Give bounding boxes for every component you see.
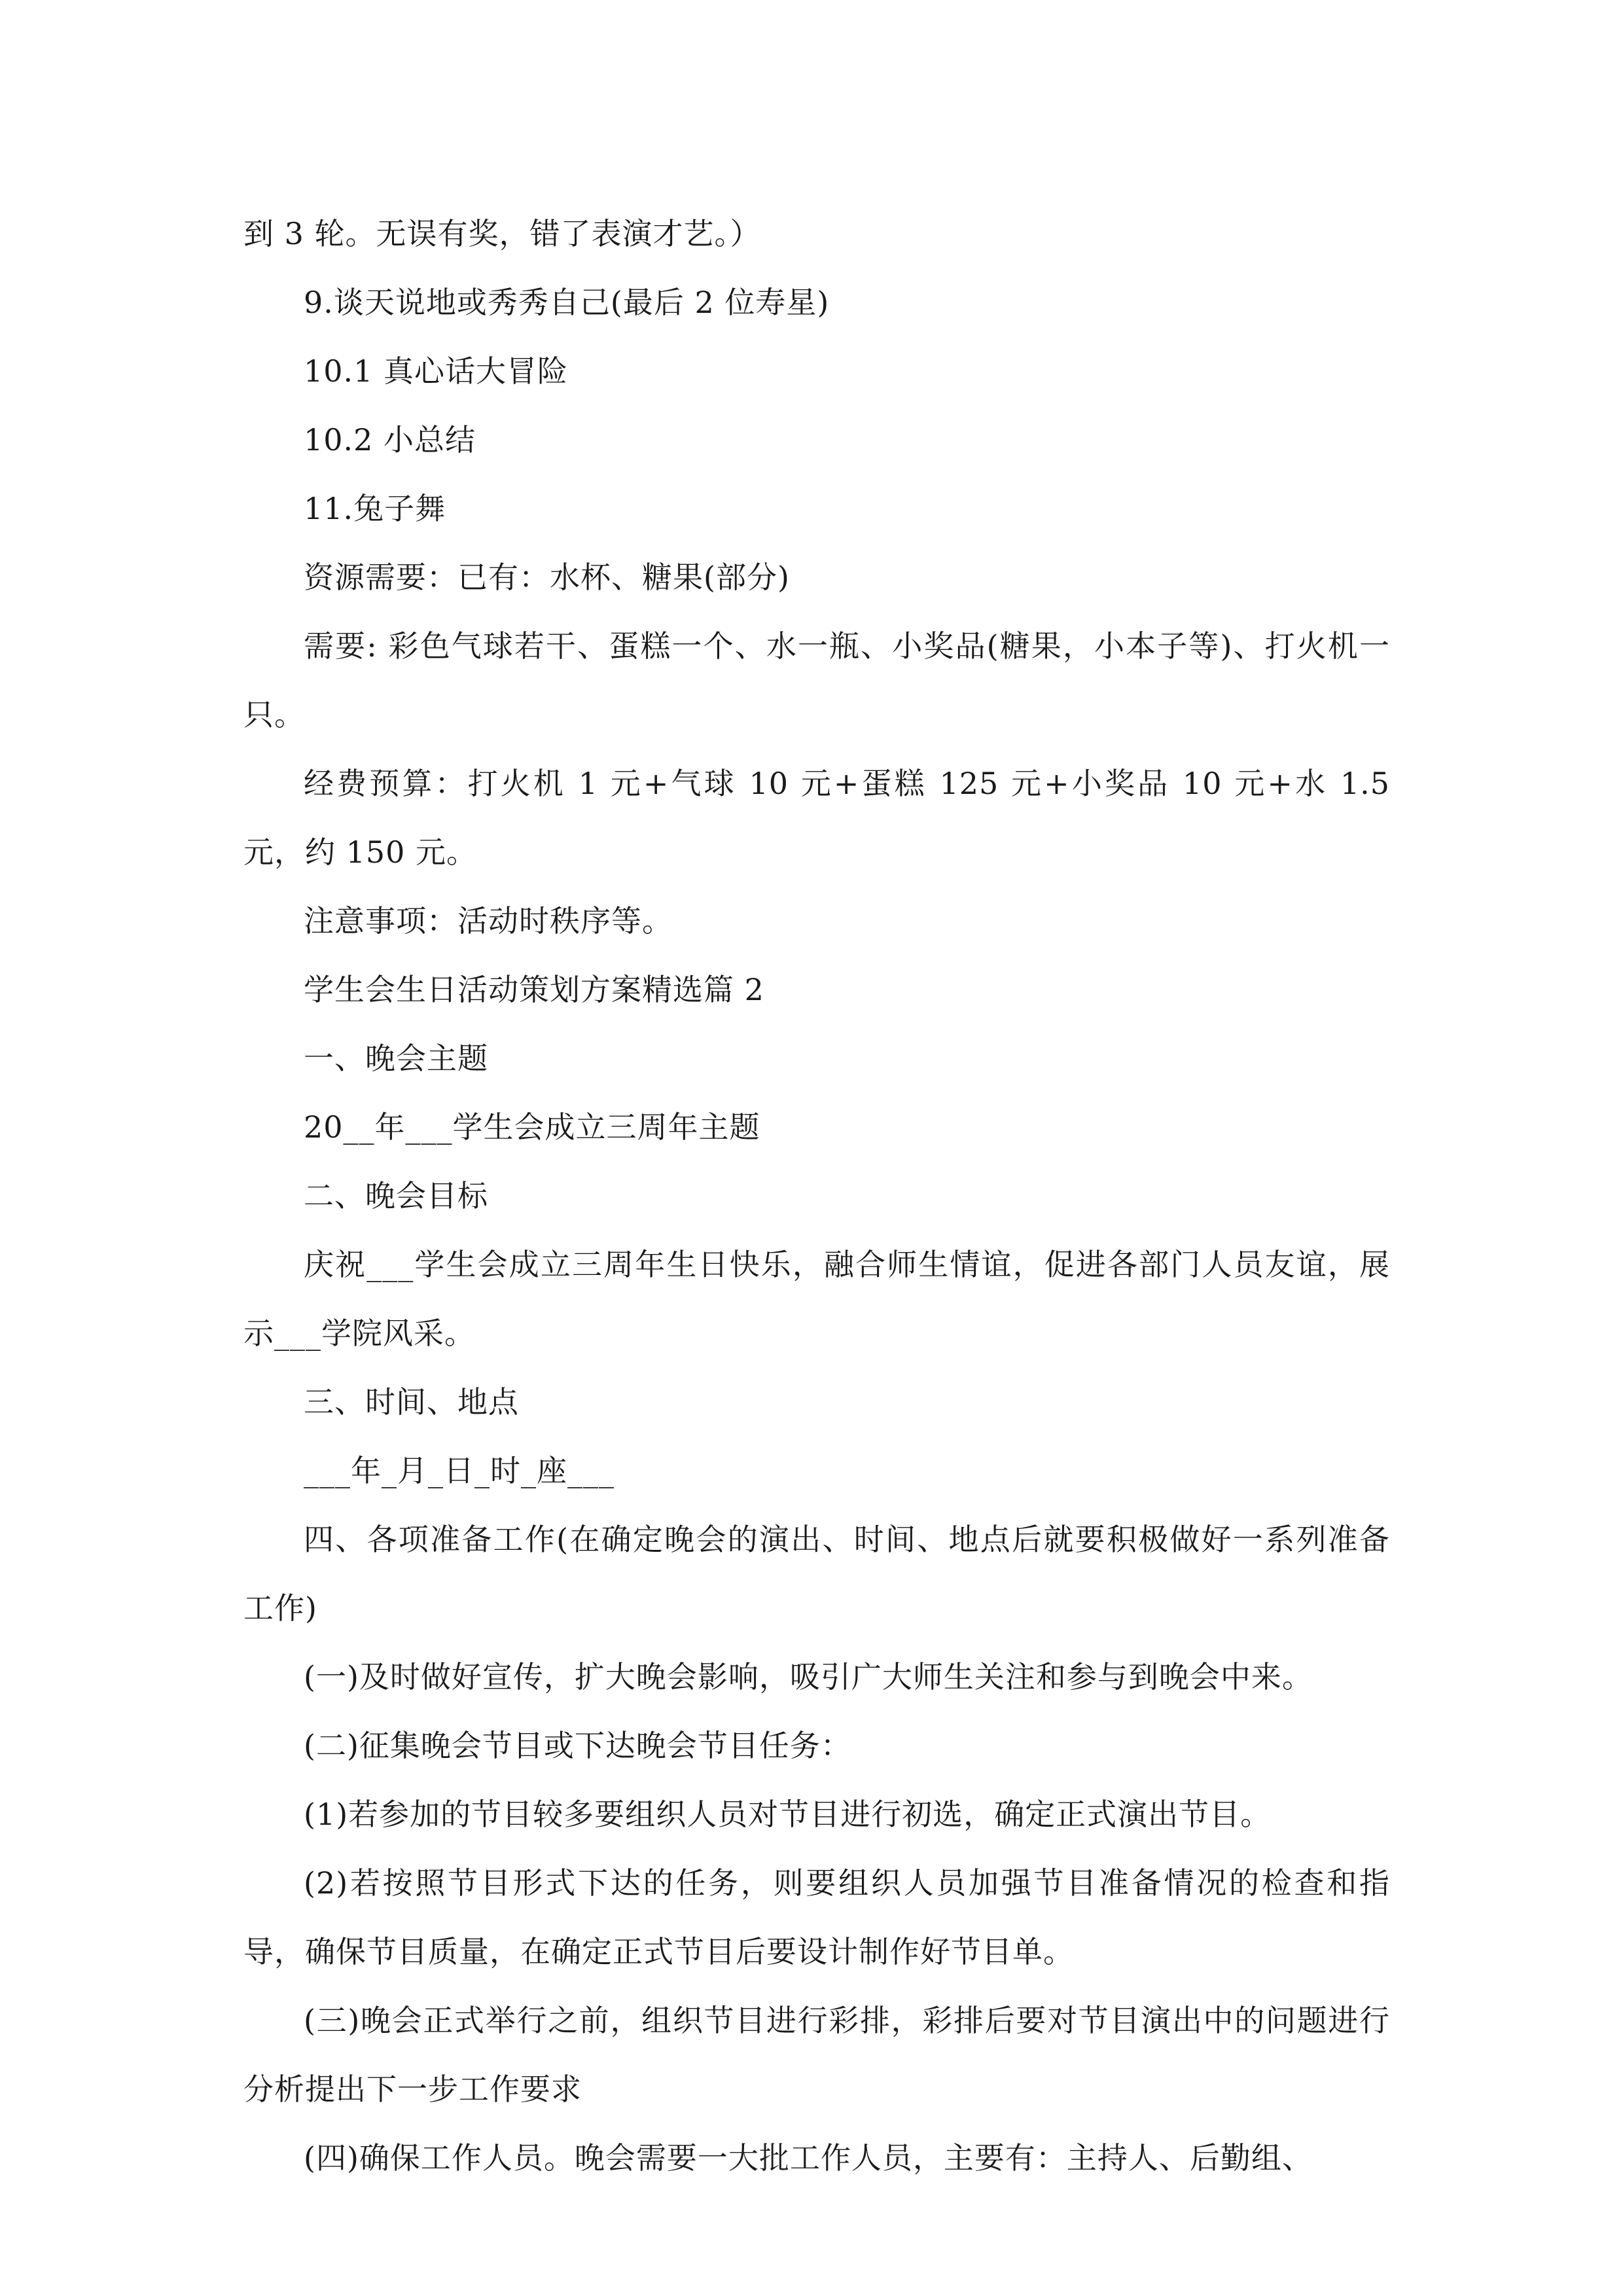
paragraph-resources-have: 资源需要：已有：水杯、糖果(部分) bbox=[304, 560, 790, 595]
paragraph-prep-4: (四)确保工作人员。晚会需要一大批工作人员，主要有：主持人、后勤组、 bbox=[304, 2140, 1313, 2176]
paragraph-theme: 20__年___学生会成立三周年主题 bbox=[304, 1109, 760, 1145]
paragraph-item-11: 11.兔子舞 bbox=[304, 491, 446, 526]
heading-goal: 二、晚会目标 bbox=[304, 1178, 488, 1213]
paragraph-prep-2-1: (1)若参加的节目较多要组织人员对节目进行初选，确定正式演出节目。 bbox=[304, 1797, 1272, 1832]
paragraph-goal: 庆祝___学生会成立三周年生日快乐，融合师生情谊，促进各部门人员友谊，展示___学院风采。 bbox=[243, 1247, 1390, 1351]
heading-theme: 一、晚会主题 bbox=[304, 1041, 488, 1076]
paragraph-prep-2-2: (2)若按照节目形式下达的任务，则要组织人员加强节目准备情况的检查和指导，确保节目质量，在确定正式节目后要设计制作好节目单。 bbox=[243, 1865, 1390, 1969]
paragraph-prep-3: (三)晚会正式举行之前，组织节目进行彩排，彩排后要对节目演出中的问题进行分析提出下一步工作要求 bbox=[243, 2003, 1390, 2107]
paragraph-resources-need: 需要: 彩色气球若干、蛋糕一个、水一瓶、小奖品(糖果，小本子等)、打火机一只。 bbox=[243, 628, 1390, 732]
document-body bbox=[243, 200, 1390, 2193]
paragraph-budget: 经费预算：打火机 1 元+气球 10 元+蛋糕 125 元+小奖品 10 元+水 1.5 元，约 150 元。 bbox=[243, 766, 1390, 870]
paragraph-prize-rule: 到 3 轮。无误有奖，错了表演才艺。） bbox=[243, 216, 761, 251]
section-heading-plan-2: 学生会生日活动策划方案精选篇 2 bbox=[304, 972, 764, 1007]
heading-preparation: 四、各项准备工作(在确定晚会的演出、时间、地点后就要积极做好一系列准备工作) bbox=[243, 1522, 1390, 1626]
heading-time-place: 三、时间、地点 bbox=[304, 1384, 519, 1420]
paragraph-notes: 注意事项：活动时秩序等。 bbox=[304, 903, 673, 939]
paragraph-prep-2: (二)征集晚会节目或下达晚会节目任务： bbox=[304, 1728, 851, 1763]
paragraph-item-10-2: 10.2 小总结 bbox=[304, 422, 476, 457]
paragraph-item-10-1: 10.1 真心话大冒险 bbox=[304, 353, 569, 389]
paragraph-time-place: ___年_月_日_时_座___ bbox=[304, 1453, 615, 1488]
paragraph-prep-1: (一)及时做好宣传，扩大晚会影响，吸引广大师生关注和参与到晚会中来。 bbox=[304, 1659, 1313, 1695]
paragraph-item-9: 9.谈天说地或秀秀自己(最后 2 位寿星) bbox=[304, 285, 830, 320]
